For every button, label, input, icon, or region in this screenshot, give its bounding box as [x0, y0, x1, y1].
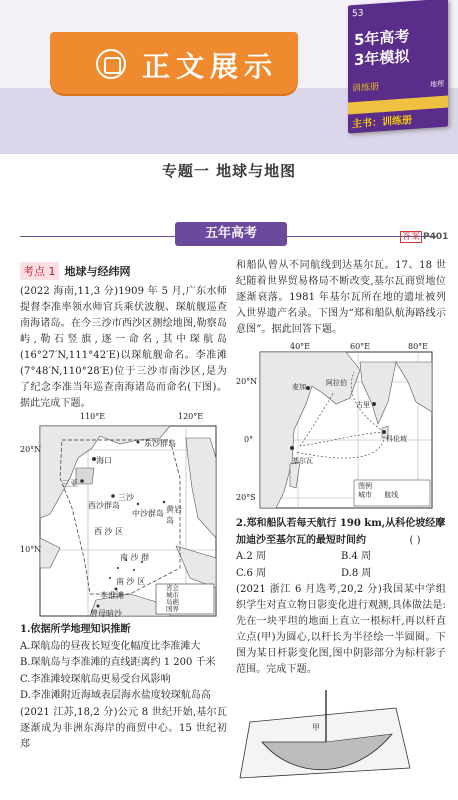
answer-reference	[400, 229, 448, 242]
q2-option-d: D.8 周	[341, 567, 372, 579]
answer-tag: 答案	[402, 232, 421, 242]
knowledge-point	[20, 262, 227, 280]
map2-lat-3: 20°S	[236, 493, 256, 502]
map-label-sanya: 三亚	[62, 479, 78, 488]
banner-title: 正文展示	[142, 50, 279, 83]
map2-label-guli: 古里	[356, 401, 370, 409]
section-tab: 五年高考	[175, 222, 287, 246]
q2-options	[236, 549, 446, 582]
zhenghe-route-map	[236, 342, 436, 512]
book-badge: 53	[352, 8, 364, 20]
q2-option-a: A.2 周	[236, 551, 266, 562]
map-label-xisha: 西沙群岛	[88, 501, 120, 510]
book-subject: 地理	[430, 79, 444, 89]
shadow-paragraph: (2021 浙江 6 月选考,20,2 分)我国某中学组织学生对直立物日影变化进行观测,具体做法是:先在一块平坦的地面上直立一根标杆,再以杆直立点(甲)为圆心,以杆长为半径绘一半圆圈。下图为某日杆影变化图,图中阴影部分为标杆影子范围。完成下题。	[236, 584, 446, 675]
pole-label: 甲	[312, 723, 320, 732]
map2-legend-city: 城市	[358, 491, 372, 499]
lat-label-2: 10°N	[20, 545, 42, 554]
map2-label-mecca: 麦加	[292, 383, 306, 391]
intro-paragraph: (2022 海南,11,3 分)1909 年 5 月,广东水师提督李准率领水师官兵乘伏波舰、琛航舰巡查南海诸岛。在今三沙市西沙区测绘地图,勒察岛屿,勒石竖旗,逐一命名,其中琛航岛(16°27′N,111°42′E)以琛航舰命名。李准滩(7°48′N,110°28′E)位于三沙市南沙区,是为了纪念李准当年巡查南海诸岛而命名(下图)。据此完成下题。	[20, 286, 227, 409]
book-line2: 3年模拟	[354, 47, 410, 70]
map2-legend-title: 图例	[358, 482, 372, 490]
right-column	[236, 258, 446, 782]
question-2-stem	[236, 516, 446, 549]
book-main: 主书：训练册	[352, 115, 412, 131]
zhenghe-paragraph: 和船队曾从不同航线到达基尔瓦。17、18 世纪随着世界贸易格局不断改变,基尔瓦商贸地位逐渐衰落。1981 年基尔瓦所在地的遗址被列入世界遗产名录。下图为“郑和船队航海路线示意图”。据此回答下题。	[236, 260, 446, 335]
map-label-huangyan: 黄岩岛	[166, 505, 182, 525]
q2-stem-text: 2.郑和船队若每天航行 190 km,从科伦坡经摩加迪沙至基尔瓦的最短时间约	[236, 518, 446, 546]
q1-option-b: B.琛航岛与李准滩的直线距离约 1 200 千米	[20, 657, 216, 668]
kp-tag: 考点 1	[20, 262, 59, 280]
left-tail-paragraph: (2021 江苏,18,2 分)公元 8 世纪开始,基尔瓦逐渐成为非洲东海岸的商贸中心。15 世纪初郑	[20, 706, 227, 750]
map-label-dongsha: 东沙群岛	[144, 439, 176, 448]
map-label-sansha: 三沙	[118, 493, 134, 502]
legend-city: 城市	[166, 591, 179, 599]
q2-option-c: C.6 周	[236, 567, 267, 579]
map-label-nanshaqu: 南 沙 区	[116, 577, 146, 586]
topic-title: 专题一 地球与地图	[161, 162, 297, 180]
map2-lon-2: 60°E	[350, 342, 371, 351]
book-cover	[348, 0, 448, 133]
map2-label-kilwa: 基尔瓦	[292, 457, 313, 465]
map-label-nansha-qundao: 南 沙 群	[120, 553, 150, 562]
map2-label-arabia: 阿拉伯	[326, 379, 347, 387]
section-banner	[50, 32, 298, 94]
map2-lat-1: 20°N	[236, 377, 258, 386]
map-label-zengmu: 曾母暗沙	[90, 609, 122, 618]
map-label-zhongsha: 中沙群岛	[132, 509, 164, 518]
left-column	[20, 262, 227, 753]
map2-lon-1: 40°E	[290, 342, 311, 351]
legend-border: 国界	[166, 605, 179, 613]
q2-option-b: B.4 周	[341, 551, 372, 562]
map-label-haikou: 海口	[96, 456, 112, 465]
pole-shadow-figure	[236, 682, 416, 782]
book-sub: 训练册	[352, 82, 380, 95]
map1-svg	[20, 418, 220, 618]
legend-capital: 省会	[166, 584, 179, 592]
map2-legend	[358, 482, 398, 500]
lat-label-1: 20°N	[20, 445, 42, 454]
map2-svg	[236, 342, 436, 512]
map-label-xishaqu: 西 沙 区	[94, 527, 124, 536]
question-1-stem: 1.依据所学地理知识推断	[20, 624, 131, 635]
q1-option-c: C.李准滩较琛航岛更易受台风影响	[20, 673, 171, 685]
copy-icon	[96, 49, 126, 79]
map2-legend-route: 航线	[384, 491, 399, 499]
chevron-down-icon: ︾	[226, 90, 239, 104]
q1-option-d: D.李准滩附近海域表层海水盐度较琛航岛高	[20, 690, 211, 701]
kp-title: 地球与经纬网	[64, 265, 131, 278]
book-line1: 5年高考	[354, 27, 410, 50]
map2-lon-3: 80°E	[408, 342, 429, 351]
map2-lat-2: 0°	[244, 435, 254, 444]
legend-island: 岛礁	[166, 598, 179, 606]
answer-page: P401	[423, 232, 449, 242]
map1-legend	[166, 585, 179, 613]
q1-option-a: A.琛航岛的昼夜长短变化幅度比李准滩大	[20, 640, 201, 652]
map-label-lizhuntan: 李准滩	[100, 591, 124, 600]
lon-label-1: 110°E	[80, 412, 106, 421]
lon-label-2: 120°E	[178, 412, 204, 421]
south-china-sea-map	[20, 412, 220, 618]
pole-shadow-svg	[236, 682, 416, 782]
map2-label-colombo: 科伦坡	[386, 435, 407, 443]
q2-answer-bracket: ( )	[409, 534, 421, 546]
